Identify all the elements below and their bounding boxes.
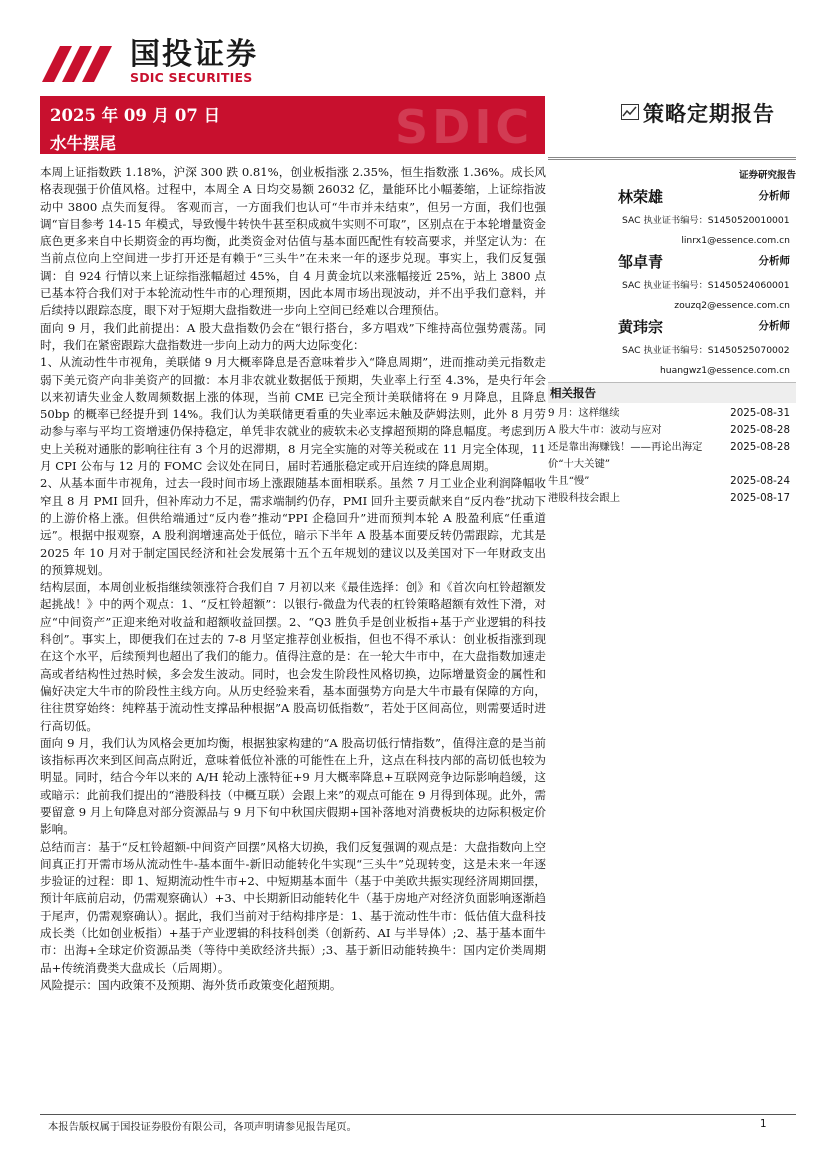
brand-logo-icon [40,38,118,88]
chart-line-icon [621,104,639,120]
analyst-title: 分析师 [758,190,790,202]
related-report-title: 9 月：这样继续 [548,407,620,419]
brand-name-en: SDIC SECURITIES [130,70,253,85]
related-reports-title: 相关报告 [550,386,596,400]
related-report-date: 2025-08-17 [730,492,790,504]
title-banner [40,96,545,154]
doc-classification: 证券研究报告 [738,170,796,181]
analyst-cert: SAC 执业证书编号：S1450524060001 [622,280,790,291]
analyst-cert: SAC 执业证书编号：S1450520010001 [622,215,790,226]
report-type-label: 策略定期报告 [643,101,775,126]
related-reports-heading [548,383,796,403]
report-date: 2025 年 09 月 07 日 [50,106,221,125]
page-number: 1 [760,1118,767,1130]
related-report-title: 牛且“慢” [548,475,590,487]
body-paragraph: 面向 9 月，我们此前提出：A 股大盘指数仍会在“银行搭台，多方唱戏”下维持高位强势震荡。同时，我们在紧密跟踪大盘指数进一步向上动力的两大边际变化： [40,320,546,352]
body-paragraph: 风险提示：国内政策不及预期、海外货币政策变化超预期。 [40,977,342,992]
body-paragraph: 结构层面，本周创业板指继续领涨符合我们自 7 月初以来《最佳选择：创》和《首次向杠铃超额发起挑战！》中的两个观点：1、“反杠铃超额”：以银行-微盘为代表的杠铃策略超额有效性下滑，对应“中间资产”正迎来绝对收益和超额收益回摆。2、“Q3 胜负手是创业板指+基于产业逻辑的科技科创”。事实上，即便我们在过去的 7-8 月坚定推荐创业板指，但也不得不承认：创业板指涨到现在这个水平，后续预判也超出了我们的能力。值得注意的是：在一轮大牛市中，在大盘指数加速走高或者结构性过热时候，多会发生波动。同时，也会发生阶段性风格切换，边际增量资金的属性和偏好决定大牛市的阶段性主线方向。从历史经验来看，基本面强势方向是大牛市最有保障的方向，往往贯穿始终：纯粹基于流动性支撑品种根据”A 股高切低指数”，若处于区间高位，则需要适时进行高切低。 [40,580,546,733]
body-paragraph: 1、从流动性牛市视角，美联储 9 月大概率降息是否意味着步入“降息周期”，进而推动美元指数走弱下美元资产向非美资产的回撤：本月非农就业数据低于预期，失业率上行至 4.3%，是央行年会以来初请失业金人数周频数据上涨的体现，当前 CME 已完全预计美联储将在 9 月降息，且降息 50bp 的概率已经提升到 14%。我们认为美联储更看重的失业率远未触及萨姆法则，此外 8 月劳动参与率与平均工资增速仍保持稳定，单凭非农就业的疲软未必支撑超预期的降息幅度。考虑到历史上关税对通胀的影响往往有 3 个月的迟滞期，8 月完全实施的对等关税或在 11 月完全体现，11 月 CPI 公布与 12 月的 FOMC 会议处在同日，届时若通胀稳定或开启连续的降息周期。 [40,355,546,474]
body-paragraph: 本周上证指数跌 1.18%，沪深 300 跌 0.81%，创业板指涨 2.35%，恒生指数涨 1.36%。成长风格表现强于价值风格。过程中，本周全 A 日均交易额 26032 亿，量能环比小幅萎缩，上证综指波动中 3800 点失而复得。 客观而言，一方面我们也认可“牛市并未结束”，但另一方面，我们也强调“盲目参考 14-15 年模式，导致慢牛转快牛甚至积成疯牛实则不可取”，区别点在于本轮增量资金底色更多来自中长期资金的再均衡，此类资金对估值与基本面匹配性有较高要求，并坚定认为：在当前点位向上空间进一步打开还是有赖于“三头牛”在未来一年的逐步兑现。事实上，我们反复强调：自 924 行情以来上证综指涨幅超过 45%，自 4 月黄金坑以来涨幅接近 25%，站上 3800 点已基本符合我们对于本轮流动性牛市的心理预期，因此本周市场出现波动，并不出乎我们意料，并后续持以跟踪态度，眼下对于短期大盘指数进一步向上空间已经难以合理预估。 [40,165,546,318]
body-paragraph: 2、从基本面牛市视角，过去一段时间市场上涨跟随基本面相联系。虽然 7 月工业企业利润降幅收窄且 8 月 PMI 回升，但补库动力不足，需求端制约仍存，PMI 回升主要贡献来自“反内卷”扰动下的上游价格上涨。但供给端通过“反内卷”推动“PPI 企稳回升”进而预判本轮 A 股盈利底“任重道远”。根据中报观察，A 股利润增速高处于低位，暗示下半年 A 股基本面要反转仍需跟踪，尤其是 2025 年 10 月对于制定国民经济和社会发展第十五个五年规划的建议以及美国对下一年财政支出的预算规划。 [40,476,546,577]
report-body [40,164,546,994]
analyst-title: 分析师 [758,320,790,332]
related-report-date: 2025-08-24 [730,475,790,487]
analyst-email[interactable]: linrx1@essence.com.cn [681,235,790,246]
related-reports-list [548,405,796,507]
brand-name-cn: 国投证券 [130,37,258,72]
related-report-date: 2025-08-31 [730,407,790,419]
analyst-name: 邹卓青 [618,253,664,271]
related-report-item[interactable] [548,422,796,439]
body-paragraph: 总结而言：基于“反杠铃超额-中间资产回摆”风格大切换，我们反复强调的观点是：大盘指数向上空间真正打开需市场从流动性牛-基本面牛-新旧动能转化牛实现“三头牛”兑现转变，这是未来一年逐步验证的过程：即 1、短期流动性牛市+2、中短期基本面牛（基于中美欧共振实现经济周期回摆，预计年底前启动，仍需观察确认）+3、中长期新旧动能转化牛（基于房地产对经济负面影响逐渐趋于尾声，仍需观察确认）。据此，我们当前对于结构排序是：1、基于流动性牛市：低估值大盘科技成长类（比如创业板指）+基于产业逻辑的科技科创类（创新药、AI 与半导体）;2、基于基本面牛市：出海+全球定价资源品类（等待中美欧经济共振）;3、基于新旧动能转换牛：国内定价类周期品+传统消费类大盘成长（后周期）。 [40,839,546,975]
analyst-email[interactable]: huangwz1@essence.com.cn [659,365,790,376]
related-report-date: 2025-08-28 [730,441,790,453]
analyst-title: 分析师 [758,255,790,267]
related-report-title: 还是靠出海赚钱！——再论出海定价“十大关键” [548,441,703,470]
body-paragraph: 面向 9 月，我们认为风格会更加均衡，根据独家构建的“A 股高切低行情指数”，值得注意的是当前该指标再次来到区间高点附近，意味着低位补涨的可能性在上升，这点在科技内部的高切低也较为明显。同时，结合今年以来的 A/H 轮动上涨特征+9 月大概率降息+互联网竞争边际影响趋缓，这或暗示：此前我们提出的“港股科技（中概互联）会跟上来”的观点可能在 9 月得到体现。此外，需要留意 9 月上旬降息对部分资源品与 9 月下旬中秋国庆假期+国补落地对消费板块的边际积极定价影响。 [40,735,546,837]
sidebar-divider [548,159,796,160]
analyst-cert: SAC 执业证书编号：S1450525070002 [622,345,790,356]
related-report-item[interactable] [548,405,796,422]
brand-logo [40,38,280,88]
footer-divider [40,1114,796,1115]
banner-watermark: SDIC [395,100,534,154]
related-report-title: A 股大牛市：波动与应对 [548,424,662,436]
sidebar-divider [548,157,796,158]
related-report-title: 港股科技会跟上 [548,492,621,504]
footer-disclaimer: 本报告版权属于国投证券股份有限公司，各项声明请参见报告尾页。 [48,1121,357,1133]
related-report-item[interactable] [548,490,796,507]
related-report-item[interactable] [548,439,796,473]
analyst-name: 黄玮宗 [618,318,664,336]
related-report-item[interactable] [548,473,796,490]
report-type [615,98,795,128]
analyst-name: 林荣雄 [618,188,664,206]
related-report-date: 2025-08-28 [730,424,790,436]
analyst-email[interactable]: zouzq2@essence.com.cn [674,300,790,311]
report-title: 水牛摆尾 [50,134,116,153]
